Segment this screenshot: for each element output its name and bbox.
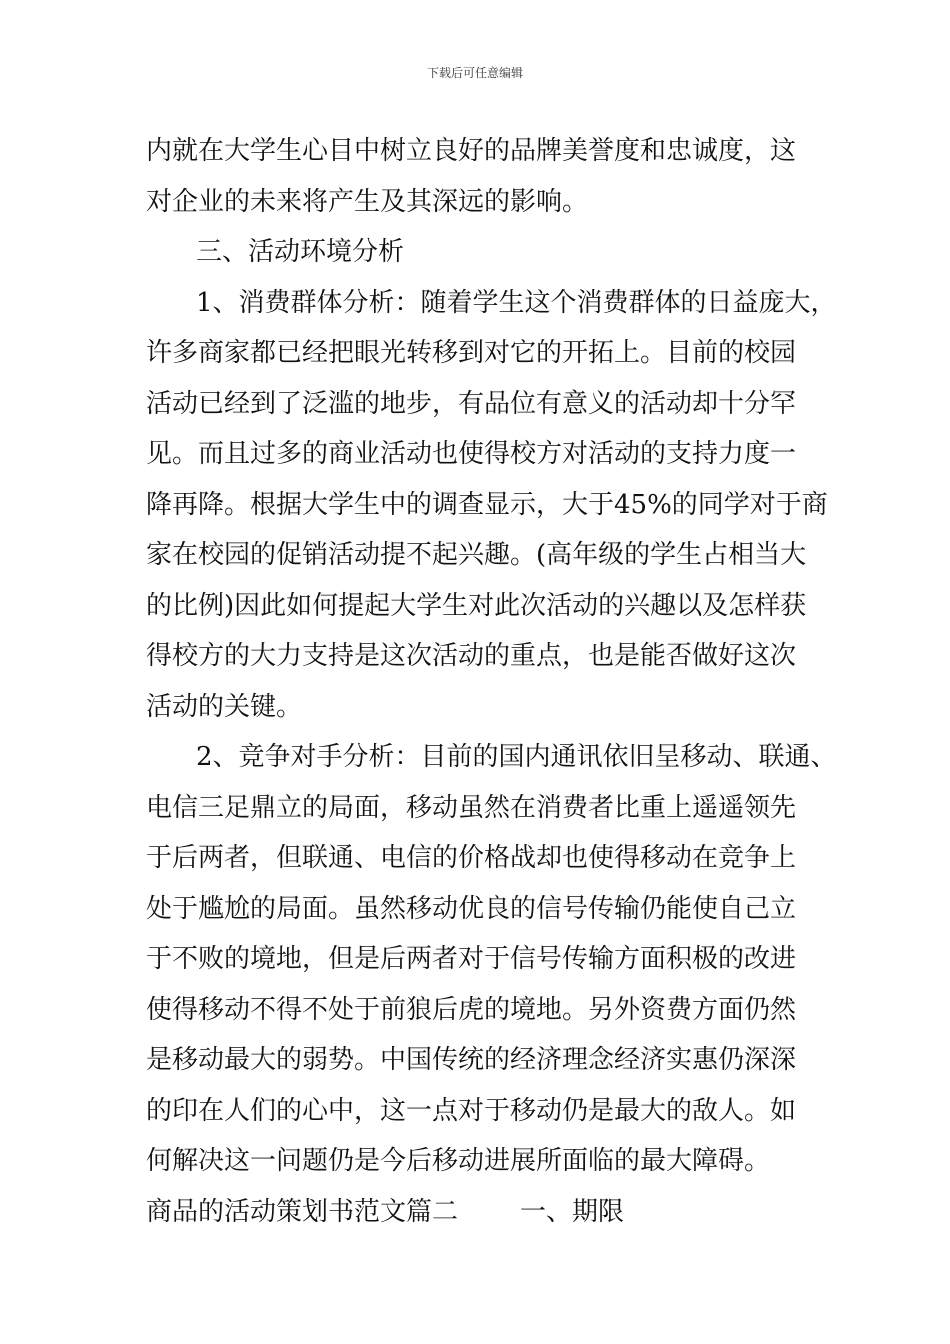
paragraph-line: 对企业的未来将产生及其深远的影响。 bbox=[146, 186, 589, 217]
section-heading: 三、活动环境分析 bbox=[196, 237, 405, 267]
paragraph-line: 于后两者，但联通、电信的价格战却也使得移动在竞争上 bbox=[146, 843, 797, 873]
paragraph-line: 活动已经到了泛滥的地步，有品位有意义的活动却十分罕 bbox=[146, 388, 797, 419]
paragraph-line: 处于尴尬的局面。虽然移动优良的信号传输仍能使自己立 bbox=[146, 893, 797, 924]
paragraph-line: 的比例)因此如何提起大学生对此次活动的兴趣以及怎样获 bbox=[146, 590, 807, 621]
paragraph-line: 是移动最大的弱势。中国传统的经济理念经济实惠仍深深 bbox=[146, 1045, 797, 1075]
paragraph-line: 许多商家都已经把眼光转移到对它的开拓上。目前的校园 bbox=[146, 338, 797, 368]
paragraph-line: 活动的关键。 bbox=[146, 691, 303, 722]
paragraph-line: 何解决这一问题仍是今后移动进展所面临的最大障碍。 bbox=[146, 1146, 771, 1176]
paragraph-line: 于不败的境地，但是后两者对于信号传输方面积极的改进 bbox=[146, 944, 797, 974]
article-title-line bbox=[146, 1187, 836, 1238]
paragraph-line: 见。而且过多的商业活动也使得校方对活动的支持力度一 bbox=[146, 439, 797, 469]
paragraph-line: 2、竞争对手分析：目前的国内通讯依旧呈移动、联通、 bbox=[196, 742, 837, 772]
page-header-note: 下载后可任意编辑 bbox=[426, 66, 523, 80]
paragraph-line: 使得移动不得不处于前狼后虎的境地。另外资费方面仍然 bbox=[146, 994, 797, 1025]
paragraph-line: 内就在大学生心目中树立良好的品牌美誉度和忠诚度，这 bbox=[146, 136, 797, 166]
paragraph-line: 1、消费群体分析：随着学生这个消费群体的日益庞大， bbox=[196, 287, 837, 318]
article-title: 商品的活动策划书范文篇二 bbox=[146, 1196, 459, 1227]
paragraph-line: 降再降。根据大学生中的调查显示，大于45%的同学对于商 bbox=[146, 489, 828, 520]
paragraph-line: 电信三足鼎立的局面，移动虽然在消费者比重上遥遥领先 bbox=[146, 792, 797, 823]
paragraph-line: 的印在人们的心中，这一点对于移动仍是最大的敌人。如 bbox=[146, 1095, 797, 1126]
paragraph-line: 得校方的大力支持是这次活动的重点，也是能否做好这次 bbox=[146, 641, 797, 671]
section-heading-duration: 一、期限 bbox=[520, 1196, 625, 1227]
paragraph-line: 家在校园的促销活动提不起兴趣。(高年级的学生占相当大 bbox=[146, 540, 807, 570]
document-body bbox=[146, 126, 836, 1237]
